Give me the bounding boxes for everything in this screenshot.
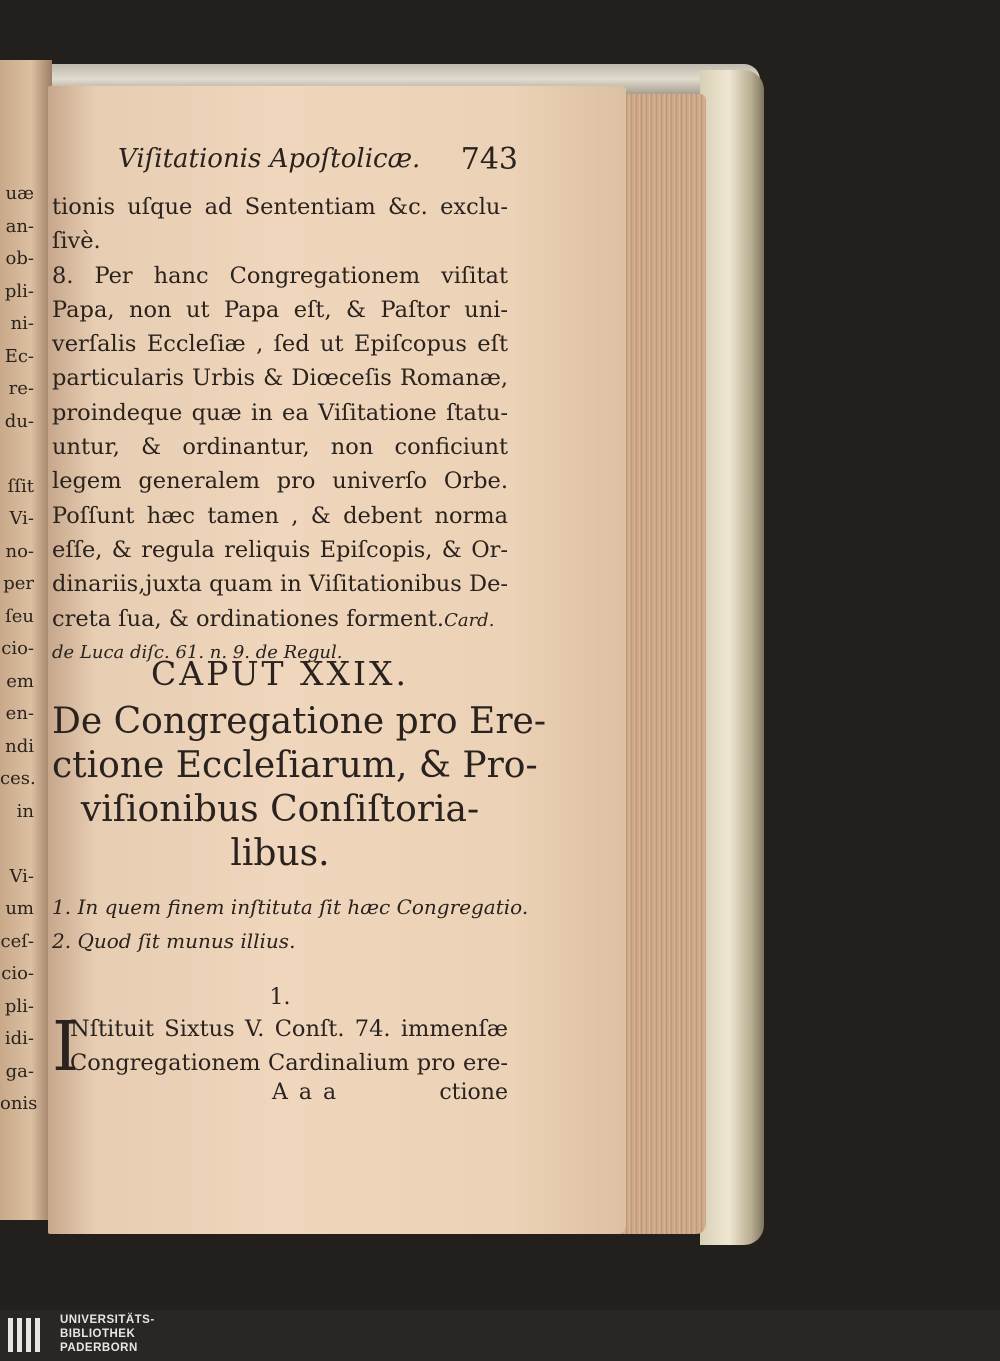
library-name-line: BIBLIOTHEK bbox=[60, 1328, 136, 1340]
chapter-title-line: De Congregatione pro Ere- bbox=[52, 701, 546, 742]
citation-line: de Luca diſc. 61. n. 9. de Regul. bbox=[52, 641, 343, 663]
body-line: Poſſunt hæc tamen , & debent norma bbox=[52, 502, 508, 529]
summary-item: 1. In quem finem inſtituta ſit hæc Congregatio. bbox=[52, 895, 529, 919]
chapter-title-line: libus. bbox=[230, 833, 330, 874]
left-page-line-end: ndi bbox=[5, 735, 34, 757]
left-page-line-end: ſeu bbox=[5, 605, 34, 627]
library-logo-icon bbox=[8, 1318, 48, 1352]
body-line: proindeque quæ in ea Viſitatione ſtatu- bbox=[52, 399, 508, 426]
left-page-line-end: ga- bbox=[5, 1060, 34, 1082]
left-page-line-end: an- bbox=[5, 215, 34, 237]
left-page-line-end: du- bbox=[4, 410, 34, 432]
body-line-with-citation bbox=[52, 602, 508, 636]
body-line: verſalis Eccleſiæ , ſed ut Epiſcopus eſt bbox=[52, 331, 508, 358]
left-page-line-end: pli- bbox=[4, 280, 34, 302]
left-page-line-end bbox=[0, 828, 52, 861]
summary-item: 2. Quod ſit munus illius. bbox=[52, 929, 296, 953]
left-page-line-end: pli- bbox=[4, 995, 34, 1017]
chapter-title bbox=[52, 700, 546, 876]
signature-line bbox=[52, 1080, 508, 1114]
catchword: ctione bbox=[439, 1080, 508, 1105]
left-page-line-end bbox=[0, 438, 52, 471]
body-line: legem generalem pro univerſo Orbe. bbox=[52, 468, 508, 495]
left-page-line-end: in bbox=[16, 800, 34, 822]
body-line: 8. Per hanc Congregationem viſitat bbox=[52, 262, 508, 289]
final-line: Nſtituit Sixtus V. Conſt. 74. immenſæ bbox=[70, 1016, 508, 1042]
body-line-text: creta ſua, & ordinationes forment. bbox=[52, 605, 445, 632]
chapter-title-line: ctione Eccleſiarum, & Pro- bbox=[52, 745, 538, 786]
body-text bbox=[52, 190, 508, 670]
left-page-line-end: per bbox=[3, 573, 34, 594]
chapter-heading: CAPUT XXIX. bbox=[150, 654, 410, 693]
chapter-summary bbox=[52, 890, 529, 958]
left-page-line-end: idi- bbox=[4, 1028, 34, 1049]
running-title: Viſitationis Apoſtolicæ. bbox=[118, 144, 421, 174]
body-line: dinariis,juxta quam in Viſitationibus De- bbox=[52, 571, 508, 598]
left-page-line-end: onis bbox=[0, 1093, 38, 1114]
left-page-line-end: ceſ- bbox=[0, 930, 34, 952]
running-head bbox=[118, 140, 518, 180]
library-footer bbox=[0, 1310, 1000, 1361]
body-line: Papa, non ut Papa eſt, & Paſtor uni- bbox=[52, 296, 508, 323]
left-page-line-end: um bbox=[5, 898, 34, 919]
final-paragraph bbox=[52, 1008, 508, 1087]
left-page-line-end: re- bbox=[8, 378, 34, 399]
body-line: ſivè. bbox=[52, 228, 101, 255]
body-line: untur, & ordinantur, non conficiunt bbox=[52, 434, 508, 461]
drop-cap: I bbox=[52, 1008, 79, 1087]
chapter-title-line: viſionibus Conſiſtoria- bbox=[80, 789, 480, 830]
left-page-line-end: en- bbox=[5, 703, 34, 724]
left-page-line-end: cio- bbox=[1, 963, 34, 984]
left-page-line-end: em bbox=[6, 670, 34, 692]
final-line: Congregationem Cardinalium pro ere- bbox=[70, 1050, 508, 1076]
citation-card: Card. bbox=[444, 609, 495, 631]
left-page-line-end: Vi- bbox=[9, 865, 34, 887]
section-number: 1. bbox=[269, 985, 291, 1010]
left-page-line-end: ob- bbox=[5, 248, 34, 269]
page-block-edges bbox=[618, 94, 706, 1234]
signature-mark: A a a bbox=[272, 1080, 339, 1105]
left-page-line-end: no- bbox=[5, 540, 34, 562]
left-page-line-end: ni- bbox=[10, 313, 34, 334]
body-line: eſſe, & regula reliquis Epiſcopis, & Or- bbox=[52, 536, 508, 563]
library-name-line: UNIVERSITÄTS- bbox=[60, 1314, 155, 1326]
book-cover-right-edge bbox=[700, 70, 764, 1245]
left-page-line-end: Vi- bbox=[9, 508, 34, 529]
left-page-line-ends bbox=[0, 178, 52, 1121]
left-page-line-end: uæ bbox=[5, 183, 34, 204]
left-page-line-end: cio- bbox=[1, 638, 34, 659]
page-number: 743 bbox=[460, 142, 518, 177]
library-name bbox=[60, 1313, 155, 1355]
left-page-line-end: ces. bbox=[0, 768, 36, 789]
body-line: particularis Urbis & Diœceſis Romanæ, bbox=[52, 365, 508, 392]
left-page-line-end: Ec- bbox=[4, 345, 34, 367]
left-page-fragment bbox=[0, 60, 52, 1220]
body-line: tionis uſque ad Sententiam &c. exclu- bbox=[52, 194, 508, 220]
left-page-line-end: ſſit bbox=[7, 475, 34, 497]
library-name-line: PADERBORN bbox=[60, 1342, 138, 1354]
